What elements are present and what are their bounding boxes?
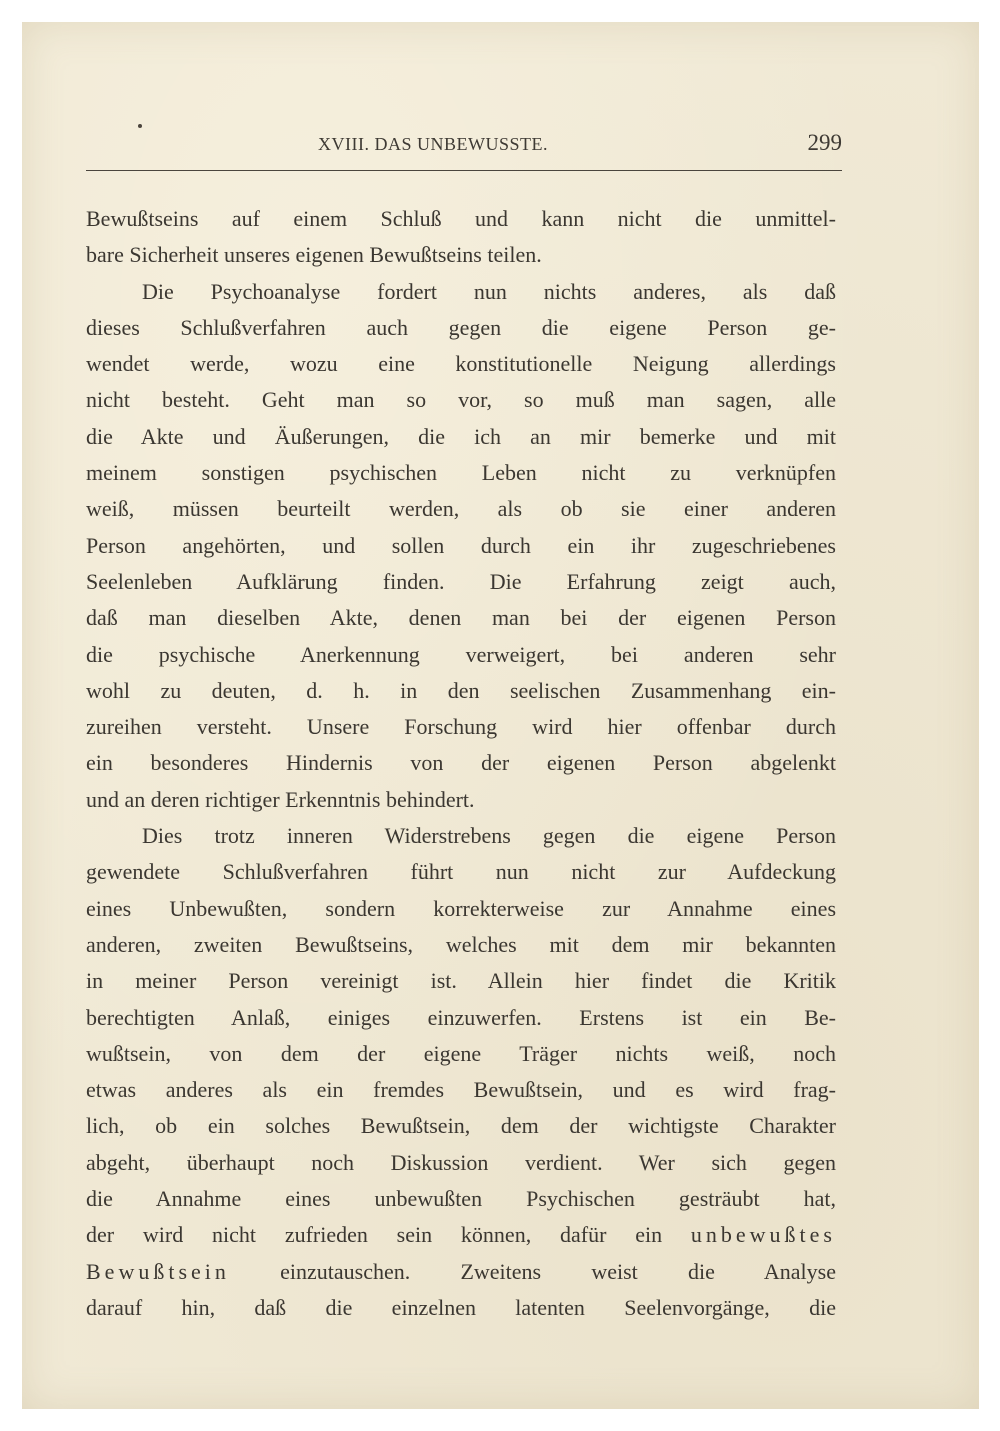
header-rule xyxy=(86,170,842,171)
text-line: die Akte und Äußerungen, die ich an mir bemerke und mit xyxy=(86,423,836,449)
text-line: dieses Schlußverfahren auch gegen die eigene Person ge- xyxy=(86,314,836,340)
text-line: wußtsein, von dem der eigene Träger nichts weiß, noch xyxy=(86,1040,836,1066)
running-header xyxy=(86,130,842,160)
text-line: Bewußtseins auf einem Schluß und kann nicht die unmittel- xyxy=(86,206,836,231)
text-line: eines Unbewußten, sondern korrekterweise zur Annahme eines xyxy=(86,895,836,921)
text-line: etwas anderes als ein fremdes Bewußtsein, und es wird frag- xyxy=(86,1077,836,1103)
line-text: einzutauschen. Zweitens weist die Analyse xyxy=(229,1258,836,1284)
text-line: in meiner Person vereinigt ist. Allein hier findet die Kritik xyxy=(86,968,836,994)
text-line: Person angehörten, und sollen durch ein ihr zugeschriebenes xyxy=(86,532,836,558)
text-line: abgeht, überhaupt noch Diskussion verdient. Wer sich gegen xyxy=(86,1149,836,1175)
text-line: Dies trotz inneren Widerstrebens gegen die eigene Person xyxy=(142,823,836,849)
text-line: daß man dieselben Akte, denen man bei der eigenen Person xyxy=(86,605,836,631)
book-page xyxy=(22,22,979,1409)
text-line: lich, ob ein solches Bewußtsein, dem der wichtigste Charakter xyxy=(86,1113,836,1139)
text-line: ein besonderes Hindernis von der eigenen Person abgelenkt xyxy=(86,750,836,776)
line-text: der wird nicht zufrieden sein können, dafür ein xyxy=(86,1222,691,1248)
page-number: 299 xyxy=(807,130,842,155)
body-text xyxy=(86,201,836,1326)
ink-speck xyxy=(138,124,142,128)
text-line xyxy=(86,1217,836,1253)
text-line: wohl zu deuten, d. h. in den seelischen Zusammenhang ein- xyxy=(86,677,836,703)
text-line: die psychische Anerkennung verweigert, bei anderen sehr xyxy=(86,641,836,667)
text-line: darauf hin, daß die einzelnen latenten Seelenvorgänge, die xyxy=(86,1294,836,1320)
emphasized-word: Bewußtsein xyxy=(86,1258,230,1284)
text-line: weiß, müssen beurteilt werden, als ob sie einer anderen xyxy=(86,496,836,522)
text-line: und an deren richtiger Erkenntnis behindert. xyxy=(86,786,475,812)
text-line: anderen, zweiten Bewußtseins, welches mit dem mir bekannten xyxy=(86,931,836,957)
text-line: gewendete Schlußverfahren führt nun nicht zur Aufdeckung xyxy=(86,859,836,885)
text-line: bare Sicherheit unseres eigenen Bewußtseins teilen. xyxy=(86,242,542,268)
text-line: meinem sonstigen psychischen Leben nicht zu verknüpfen xyxy=(86,460,836,486)
text-line: zureihen versteht. Unsere Forschung wird hier offenbar durch xyxy=(86,714,836,740)
text-line: berechtigten Anlaß, einiges einzuwerfen. Erstens ist ein Be- xyxy=(86,1004,836,1030)
text-line xyxy=(86,1254,836,1290)
chapter-title: XVIII. DAS UNBEWUSSTE. xyxy=(318,134,548,154)
text-line: die Annahme eines unbewußten Psychischen gesträubt hat, xyxy=(86,1186,836,1212)
text-line: wendet werde, wozu eine konstitutionelle Neigung allerdings xyxy=(86,351,836,377)
text-line: nicht besteht. Geht man so vor, so muß man sagen, alle xyxy=(86,387,836,413)
text-line: Seelenleben Aufklärung finden. Die Erfahrung zeigt auch, xyxy=(86,568,836,594)
emphasized-word: unbewußtes xyxy=(690,1222,836,1248)
text-line: Die Psychoanalyse fordert nun nichts anderes, als daß xyxy=(142,278,836,304)
